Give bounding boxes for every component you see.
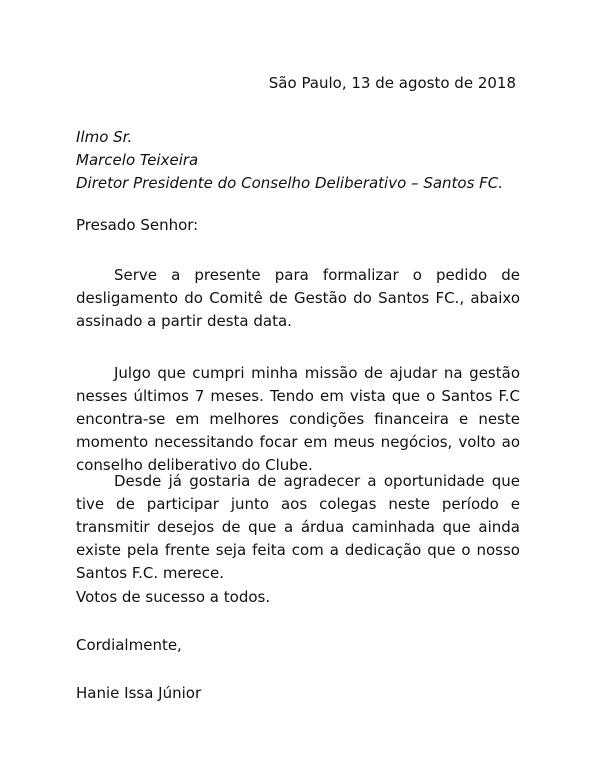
wishes-line: Votos de sucesso a todos. xyxy=(76,588,271,606)
addressee-title: Ilmo Sr. xyxy=(76,128,133,146)
addressee-name: Marcelo Teixeira xyxy=(76,151,199,169)
date-line: São Paulo, 13 de agosto de 2018 xyxy=(268,74,516,92)
body-paragraph-2: Julgo que cumpri minha missão de ajudar na gestão nesses últimos 7 meses. Tendo em vista que o Santos F.C encontra-se em melhores condições financeira e neste momento necessitando focar em meus negócios, volto ao conselho deliberativo do Clube. xyxy=(76,364,520,474)
body-paragraph-1: Serve a presente para formalizar o pedido de desligamento do Comitê de Gestão do Santos FC., abaixo assinado a partir desta data. xyxy=(76,266,520,330)
addressee-position: Diretor Presidente do Conselho Deliberativo – Santos FC. xyxy=(76,174,504,192)
salutation: Presado Senhor: xyxy=(76,216,199,234)
body-paragraph-3: Desde já gostaria de agradecer a oportunidade que tive de participar junto aos colegas neste período e transmitir desejos de que a árdua caminhada que ainda existe pela frente seja feita com a dedicação que o nosso Santos F.C. merece. xyxy=(76,472,520,582)
signer-name: Hanie Issa Júnior xyxy=(76,684,202,702)
addressee-block xyxy=(76,126,503,195)
closing-line: Cordialmente, xyxy=(76,636,182,654)
